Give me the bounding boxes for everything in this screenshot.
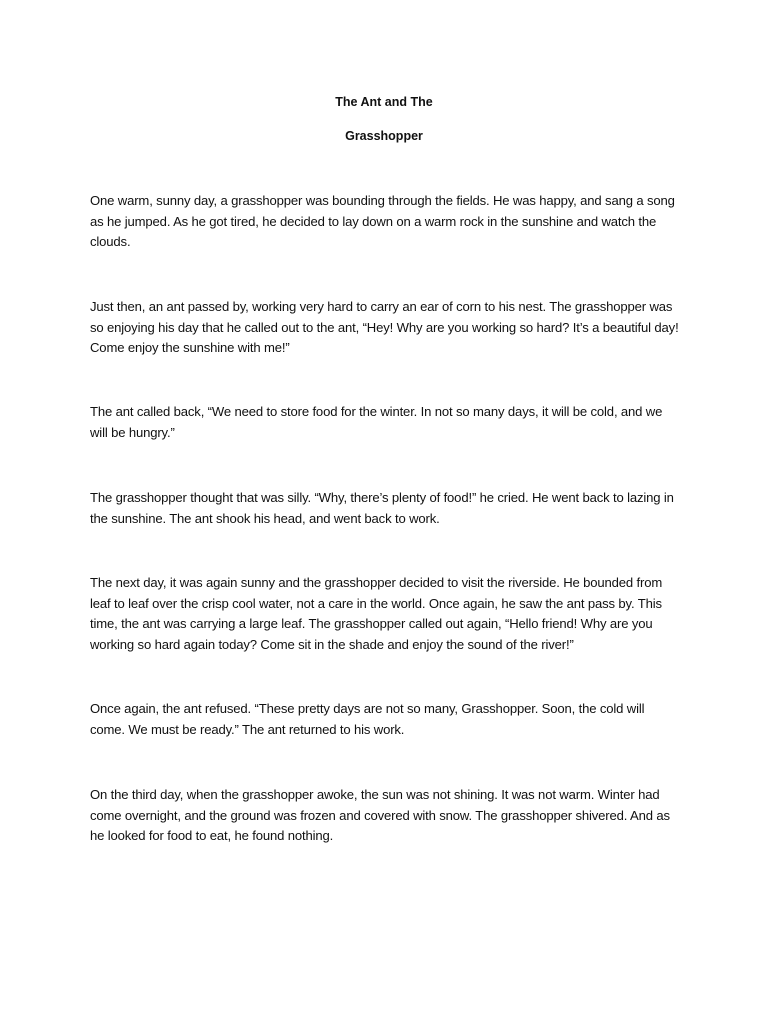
story-paragraph-6: Once again, the ant refused. “These pretty days are not so many, Grasshopper. Soon, the cold will come. We must be ready.” The ant returned to his work. (90, 701, 645, 737)
document-title-line-1: The Ant and The (335, 95, 433, 109)
document-title-line-2: Grasshopper (345, 129, 423, 143)
story-paragraph-2: Just then, an ant passed by, working very hard to carry an ear of corn to his nest. The grasshopper was so enjoying his day that he called out to the ant, “Hey! Why are you working so hard? It’s a beautiful day! Come enjoy the sunshine with me!” (90, 299, 679, 355)
story-paragraph-7: On the third day, when the grasshopper awoke, the sun was not shining. It was not warm. Winter had come overnight, and the ground was frozen and covered with snow. The grasshopper shivered. And as he looked for food to eat, he found nothing. (90, 787, 670, 843)
story-paragraph-4: The grasshopper thought that was silly. “Why, there’s plenty of food!” he cried. He went back to lazing in the sunshine. The ant shook his head, and went back to work. (90, 490, 674, 526)
story-paragraph-5: The next day, it was again sunny and the grasshopper decided to visit the riverside. He bounded from leaf to leaf over the crisp cool water, not a care in the world. Once again, he saw the ant pass by. This time, the ant was carrying a large leaf. The grasshopper called out again, “Hello friend! Why are you working so hard again today? Come sit in the shade and enjoy the sound of the river!” (90, 575, 663, 652)
story-paragraph-3: The ant called back, “We need to store food for the winter. In not so many days, it will be cold, and we will be hungry.” (90, 404, 663, 440)
story-paragraph-1: One warm, sunny day, a grasshopper was bounding through the fields. He was happy, and sang a song as he jumped. As he got tired, he decided to lay down on a warm rock in the sunshine and watch the clouds. (90, 193, 675, 249)
